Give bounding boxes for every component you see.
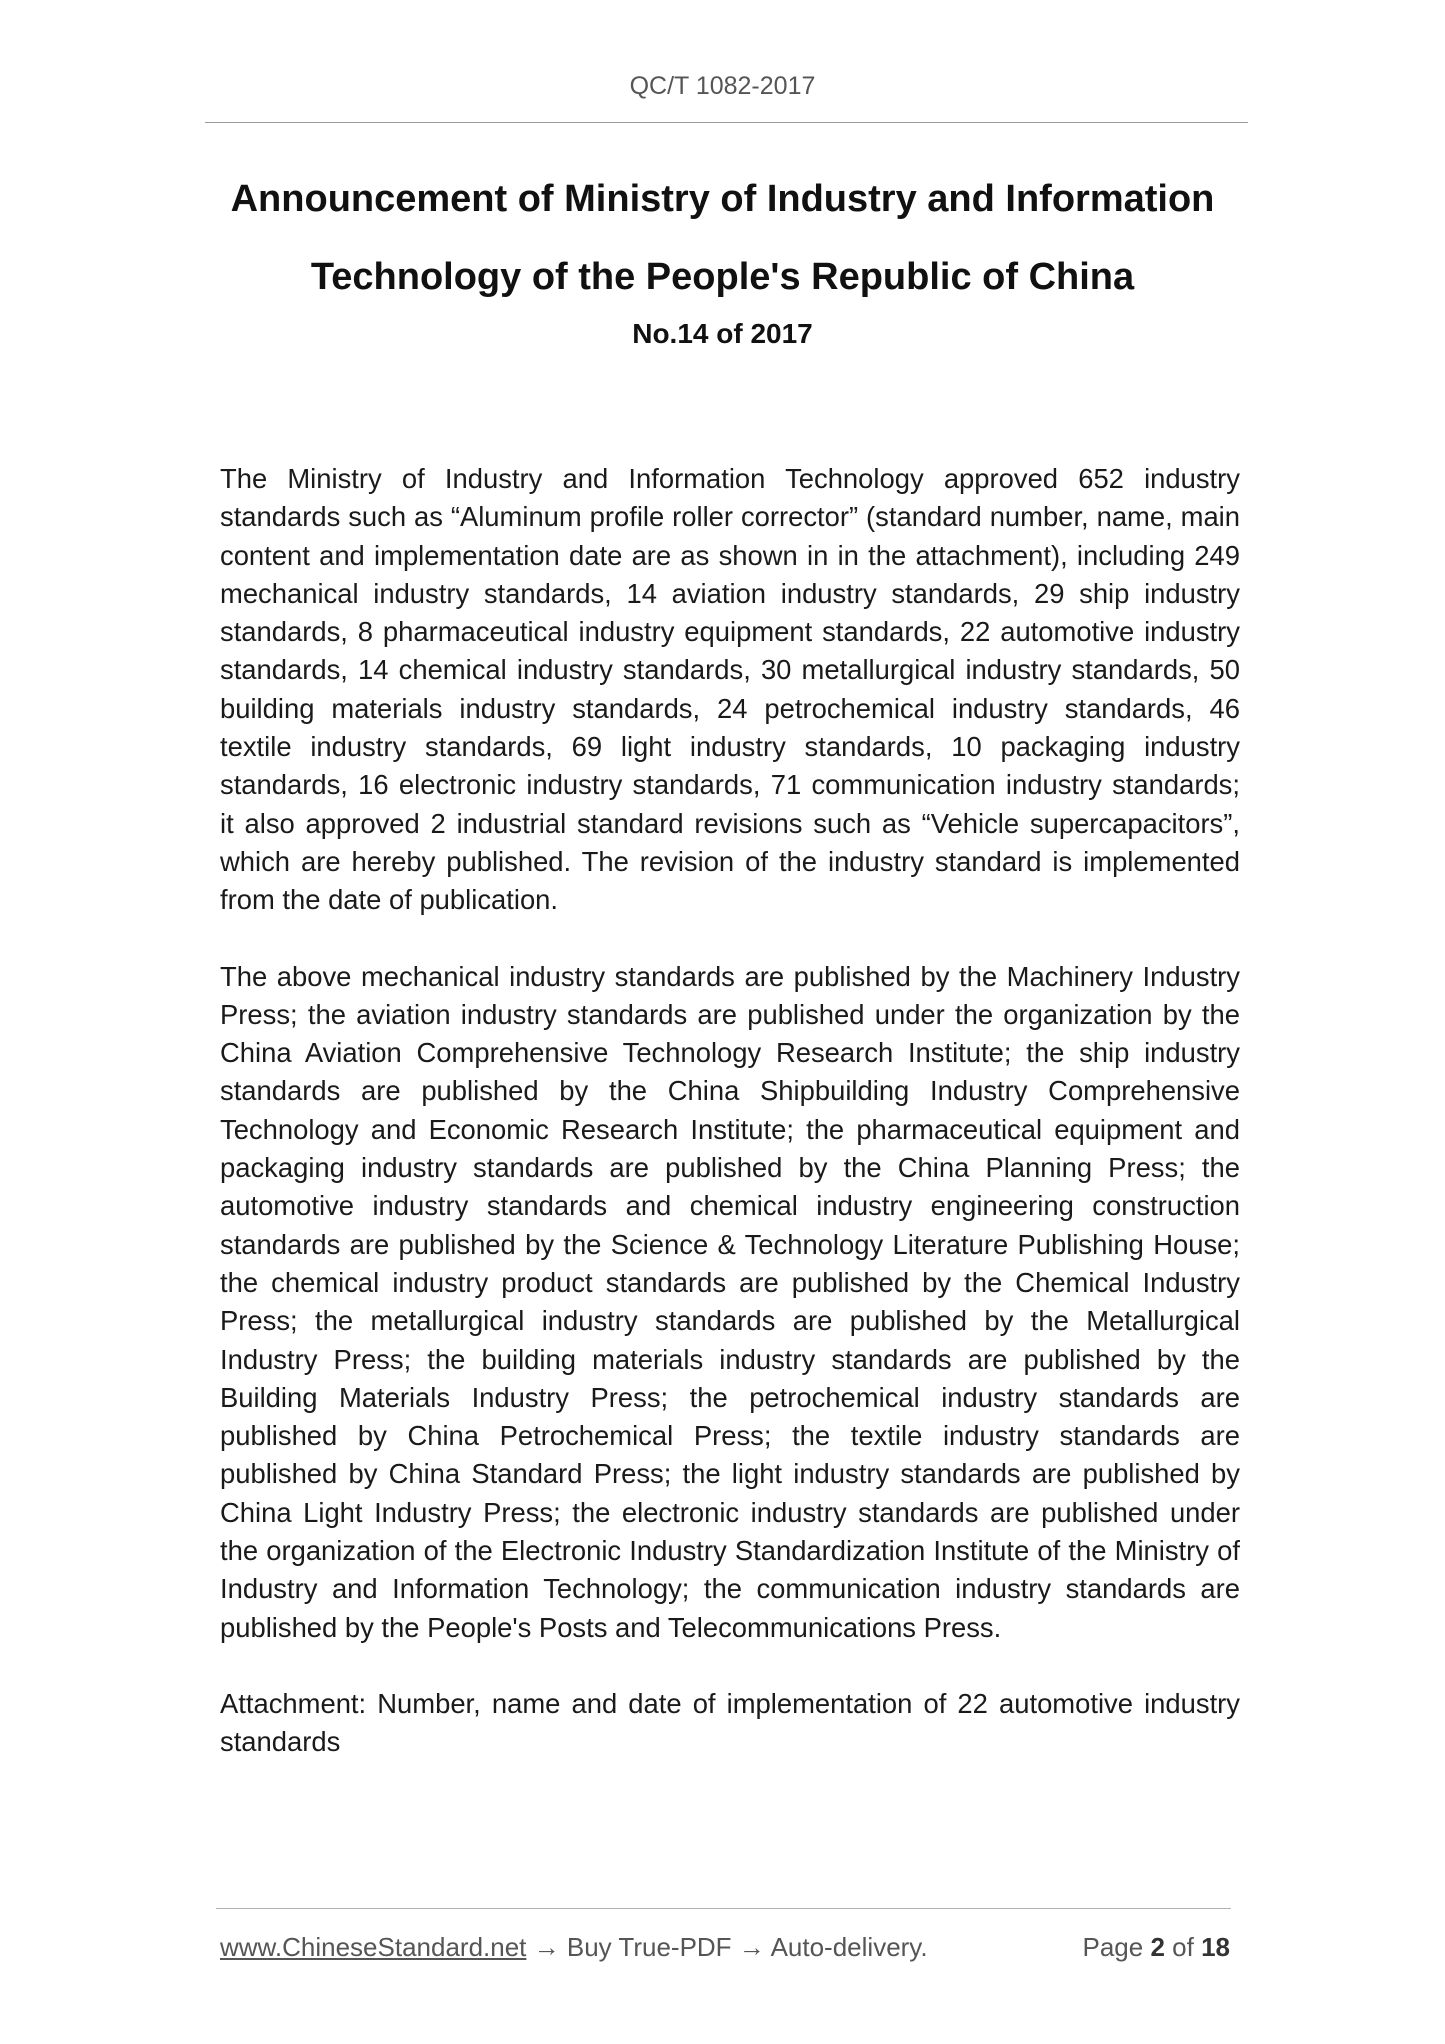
page-title bbox=[180, 160, 1265, 316]
title-line-1: Announcement of Ministry of Industry and Information bbox=[230, 178, 1215, 220]
website-link[interactable]: www.ChineseStandard.net bbox=[220, 1932, 527, 1962]
page-of-label: of bbox=[1172, 1932, 1194, 1962]
page-footer bbox=[220, 1932, 1230, 1963]
footer-tagline: → Buy True-PDF → Auto-delivery. bbox=[526, 1932, 928, 1962]
paragraph-publishers: The above mechanical industry standards are published by the Machinery Industry Press; the aviation industry standards are published under the organization by the China Aviation Comprehensive Technology Research Institute; the ship industry standards are published by the China Shipbuilding Industry Comprehensive Technology and Economic Research Institute; the pharmaceutical equipment and packaging industry standards are published by the China Planning Press; the automotive industry standards and chemical industry engineering construction standards are published by the Science & Technology Literature Publishing House; the chemical industry product standards are published by the Chemical Industry Press; the metallurgical industry standards are published by the Metallurgical Industry Press; the building materials industry standards are published by the Building Materials Industry Press; the petrochemical industry standards are published by China Petrochemical Press; the textile industry standards are published by China Standard Press; the light industry standards are published by China Light Industry Press; the electronic industry standards are published under the organization of the Electronic Industry Standardization Institute of the Ministry of Industry and Information Technology; the communication industry standards are published by the People's Posts and Telecommunications Press. bbox=[220, 960, 1240, 1643]
footer-divider bbox=[216, 1908, 1231, 1909]
header-divider bbox=[205, 122, 1248, 123]
title-line-2: Technology of the People's Republic of China bbox=[310, 256, 1135, 298]
paragraph-attachment: Attachment: Number, name and date of implementation of 22 automotive industry standards bbox=[220, 1687, 1240, 1758]
page-indicator bbox=[1082, 1932, 1230, 1963]
footer-left bbox=[220, 1932, 928, 1963]
header-standard-code: QC/T 1082-2017 bbox=[629, 72, 816, 100]
page-label: Page bbox=[1082, 1932, 1144, 1962]
document-body bbox=[220, 460, 1240, 1800]
page-current: 2 bbox=[1150, 1932, 1165, 1962]
announcement-number: No.14 of 2017 bbox=[632, 318, 813, 349]
paragraph-approval: The Ministry of Industry and Information Technology approved 652 industry standards such as “Aluminum profile roller corrector” (standard number, name, main content and implementation date are as shown in in the attachment), including 249 mechanical industry standards, 14 aviation industry standards, 29 ship industry standards, 8 pharmaceutical industry equipment standards, 22 automotive industry standards, 14 chemical industry standards, 30 metallurgical industry standards, 50 building materials industry standards, 24 petrochemical industry standards, 46 textile industry standards, 69 light industry standards, 10 packaging industry standards, 16 electronic industry standards, 71 communication industry standards; it also approved 2 industrial standard revisions such as “Vehicle supercapacitors”, which are hereby published. The revision of the industry standard is implemented from the date of publication. bbox=[220, 463, 1240, 916]
page-total: 18 bbox=[1201, 1932, 1230, 1962]
